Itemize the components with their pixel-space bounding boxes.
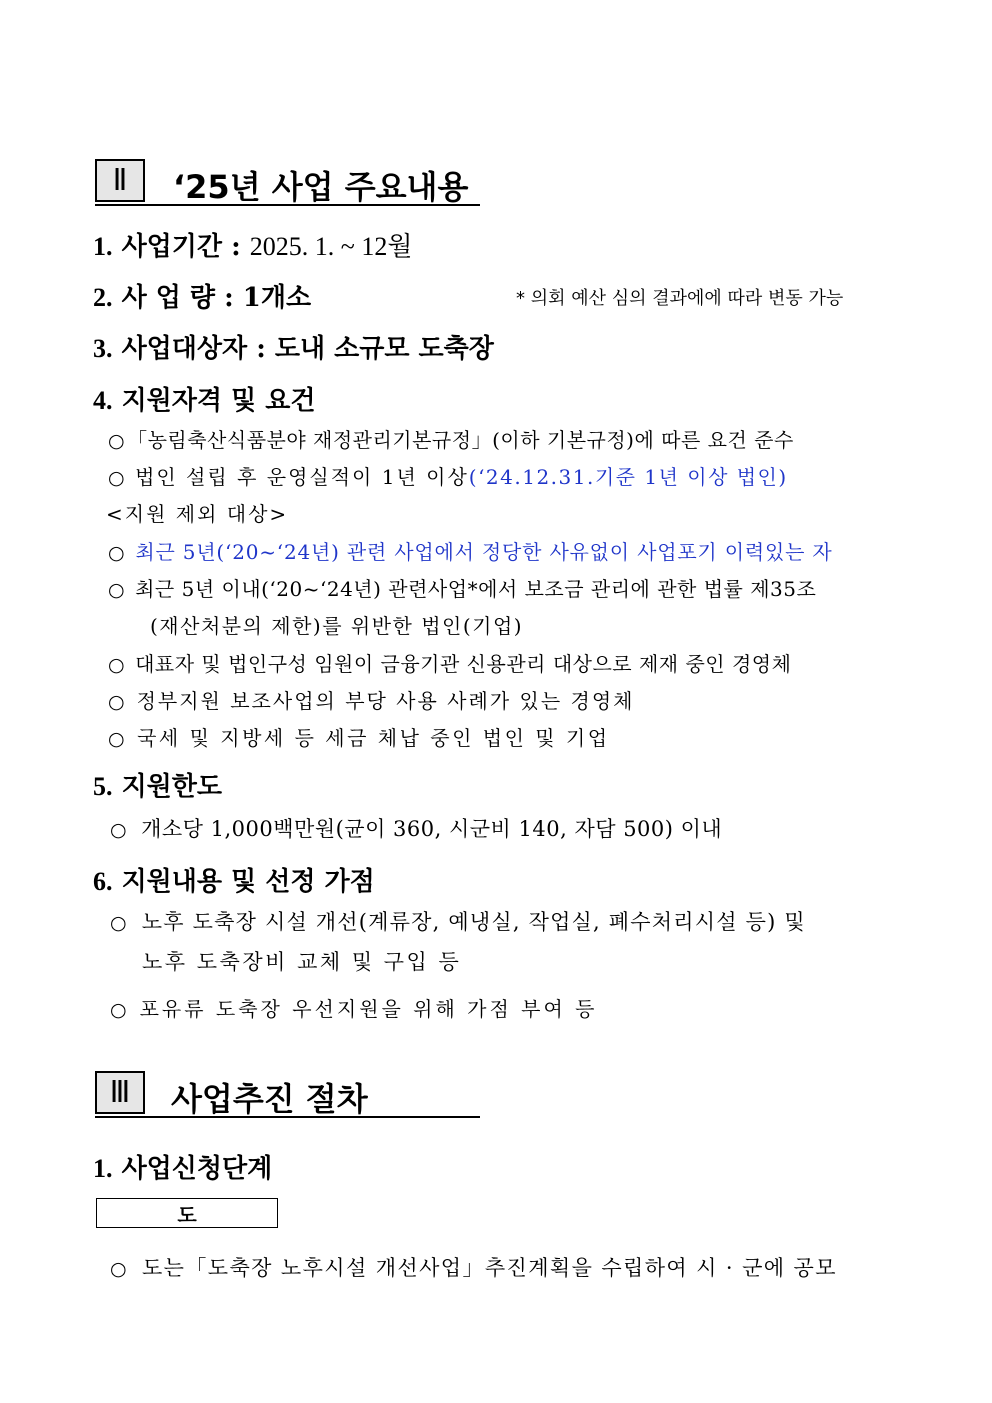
circle-bullet-icon: ○ bbox=[108, 467, 126, 489]
item-limit bbox=[93, 766, 222, 803]
section-2-header bbox=[95, 159, 480, 206]
item-label: 사업기간 : bbox=[121, 232, 241, 262]
circle-bullet-icon: ○ bbox=[108, 691, 127, 713]
item-number: 4. bbox=[93, 386, 113, 415]
item-target bbox=[93, 328, 494, 365]
exclusion-line-3 bbox=[108, 648, 791, 677]
exclusion-text: 최근 5년 이내(‘20~‘24년) 관련사업*에서 보조금 관리에 관한 법률 제35조 bbox=[135, 577, 817, 601]
qualification-text: 「농림축산식품분야 재정관리기본규정」(이하 기본규정)에 따른 요건 준수 bbox=[127, 428, 794, 452]
exclusion-text: 최근 5년(‘20~‘24년) 관련 사업에서 정당한 사유없이 사업포기 이력있는 자 bbox=[135, 540, 833, 564]
item-quantity bbox=[93, 277, 311, 314]
item-value: 도내 소규모 도축장 bbox=[274, 334, 494, 364]
circle-bullet-icon: ○ bbox=[108, 430, 126, 452]
item-qualification bbox=[93, 380, 315, 417]
section-3-header bbox=[95, 1071, 480, 1118]
exclusion-line-4 bbox=[108, 685, 634, 714]
step-text: 도는「도축장 노후시설 개선사업」추진계획을 수립하여 시 · 군에 공모 bbox=[141, 1256, 837, 1280]
content-line-1-cont: 노후 도축장비 교체 및 구입 등 bbox=[142, 950, 462, 974]
circle-bullet-icon: ○ bbox=[110, 912, 128, 934]
step-label: 사업신청단계 bbox=[121, 1154, 273, 1184]
step-line bbox=[110, 1252, 837, 1282]
item-number: 6. bbox=[93, 867, 113, 896]
item-period bbox=[93, 226, 412, 263]
circle-bullet-icon: ○ bbox=[108, 542, 126, 564]
item-number: 1. bbox=[93, 232, 113, 261]
item-number: 5. bbox=[93, 772, 113, 801]
item-label: 사업대상자 : bbox=[121, 334, 266, 364]
item-label: 지원내용 및 선정 가점 bbox=[121, 867, 375, 897]
exclusion-line-5 bbox=[108, 722, 610, 751]
exclusion-title: <지원 제외 대상> bbox=[106, 502, 289, 526]
qualification-line-1 bbox=[108, 424, 794, 453]
circle-bullet-icon: ○ bbox=[110, 819, 128, 841]
step-application bbox=[93, 1148, 272, 1185]
exclusion-line-2-cont: (재산처분의 제한)를 위반한 법인(기업) bbox=[150, 614, 524, 638]
section-3-number: Ⅲ bbox=[95, 1071, 145, 1114]
circle-bullet-icon: ○ bbox=[108, 654, 126, 676]
circle-bullet-icon: ○ bbox=[110, 1258, 128, 1280]
limit-text: 개소당 1,000백만원(균이 360, 시군비 140, 자담 500) 이내 bbox=[141, 817, 723, 841]
qualification-date-note: (‘24.12.31.기준 1년 이상 법인) bbox=[468, 465, 788, 489]
item-label: 사 업 량 : bbox=[121, 283, 234, 313]
step-number: 1. bbox=[93, 1154, 113, 1183]
item-number: 2. bbox=[93, 283, 113, 312]
content-line-2 bbox=[110, 993, 598, 1022]
section-2-number: Ⅱ bbox=[95, 159, 145, 202]
item-label: 지원한도 bbox=[121, 772, 223, 802]
item-label: 지원자격 및 요건 bbox=[121, 386, 316, 416]
content-text: 노후 도축장 시설 개선(계류장, 예냉실, 작업실, 폐수처리시설 등) 및 bbox=[141, 910, 806, 934]
exclusion-line-1 bbox=[108, 536, 832, 565]
exclusion-text: 대표자 및 법인구성 임원이 금융기관 신용관리 대상으로 제재 중인 경영체 bbox=[135, 652, 792, 676]
section-2-title: ‘25년 사업 주요내용 bbox=[173, 168, 469, 206]
province-label-box: 도 bbox=[96, 1198, 278, 1228]
budget-note: * 의회 예산 심의 결과에에 따라 변동 가능 bbox=[516, 288, 844, 309]
qualification-line-2 bbox=[108, 461, 788, 490]
circle-bullet-icon: ○ bbox=[108, 728, 128, 750]
item-number: 3. bbox=[93, 334, 113, 363]
item-value: 2025. 1. ~ 12월 bbox=[249, 232, 413, 261]
section-3-title: 사업추진 절차 bbox=[171, 1080, 368, 1118]
circle-bullet-icon: ○ bbox=[110, 999, 130, 1021]
item-content bbox=[93, 861, 375, 898]
item-value: 1개소 bbox=[242, 283, 312, 313]
exclusion-line-2 bbox=[108, 573, 816, 602]
exclusion-text: 국세 및 지방세 등 세금 체납 중인 법인 및 기업 bbox=[137, 726, 610, 750]
exclusion-text: 정부지원 보조사업의 부당 사용 사례가 있는 경영체 bbox=[136, 689, 635, 713]
circle-bullet-icon: ○ bbox=[108, 579, 126, 601]
qualification-text: 법인 설립 후 운영실적이 1년 이상 bbox=[135, 465, 469, 489]
limit-line bbox=[110, 813, 722, 843]
content-text: 포유류 도축장 우선지원을 위해 가점 부여 등 bbox=[139, 997, 598, 1021]
content-line-1 bbox=[110, 906, 806, 936]
